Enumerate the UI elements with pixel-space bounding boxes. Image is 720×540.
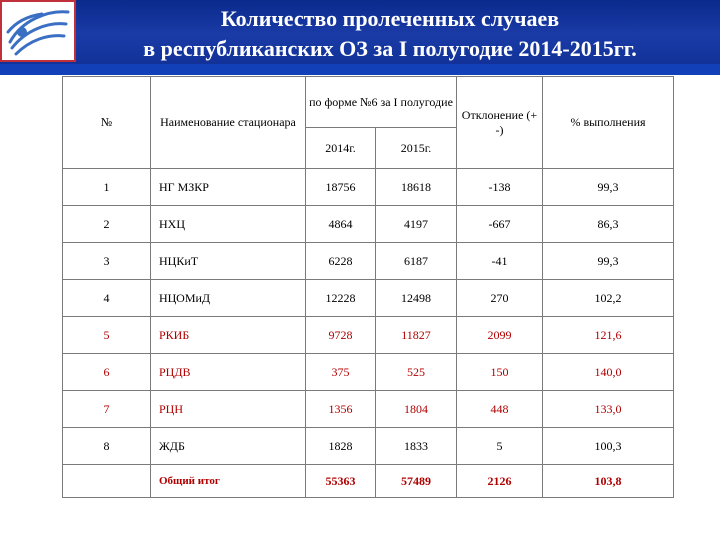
row-2015: 12498: [376, 280, 457, 317]
header-row: [63, 77, 674, 128]
row-deviation: 2099: [457, 317, 543, 354]
row-percent: 102,2: [543, 280, 674, 317]
row-num: 3: [63, 243, 151, 280]
row-deviation: 270: [457, 280, 543, 317]
total-deviation: 2126: [457, 465, 543, 498]
row-2015: 525: [376, 354, 457, 391]
row-name: НЦОМиД: [151, 280, 306, 317]
row-2015: 6187: [376, 243, 457, 280]
total-2015: 57489: [376, 465, 457, 498]
row-num: 5: [63, 317, 151, 354]
table-row: [63, 206, 674, 243]
row-2015: 4197: [376, 206, 457, 243]
row-deviation: 150: [457, 354, 543, 391]
row-percent: 100,3: [543, 428, 674, 465]
row-2015: 1804: [376, 391, 457, 428]
row-2014: 18756: [306, 169, 376, 206]
header-num: №: [63, 77, 151, 169]
row-name: РЦДВ: [151, 354, 306, 391]
row-2015: 11827: [376, 317, 457, 354]
row-2014: 6228: [306, 243, 376, 280]
table-row: [63, 317, 674, 354]
header-percent: % выполнения: [543, 77, 674, 169]
slide-title: [80, 4, 700, 64]
header-2014: 2014г.: [306, 128, 376, 169]
row-num: 4: [63, 280, 151, 317]
row-percent: 133,0: [543, 391, 674, 428]
row-name: НГ МЗКР: [151, 169, 306, 206]
row-2014: 1828: [306, 428, 376, 465]
row-deviation: 448: [457, 391, 543, 428]
row-name: РКИБ: [151, 317, 306, 354]
row-num: 7: [63, 391, 151, 428]
row-2014: 375: [306, 354, 376, 391]
row-num: 8: [63, 428, 151, 465]
row-name: ЖДБ: [151, 428, 306, 465]
row-2014: 9728: [306, 317, 376, 354]
logo: [0, 0, 76, 62]
row-deviation: -138: [457, 169, 543, 206]
total-row: [63, 465, 674, 498]
row-deviation: -41: [457, 243, 543, 280]
total-num: [63, 465, 151, 498]
row-2015: 18618: [376, 169, 457, 206]
table-row: [63, 354, 674, 391]
row-percent: 140,0: [543, 354, 674, 391]
row-2014: 1356: [306, 391, 376, 428]
title-line-1: Количество пролеченных случаев: [220, 6, 560, 31]
header-name: Наименование стационара: [151, 77, 306, 169]
table-row: [63, 243, 674, 280]
total-2014: 55363: [306, 465, 376, 498]
row-name: РЦН: [151, 391, 306, 428]
header-2015: 2015г.: [376, 128, 457, 169]
title-banner-edge: [0, 64, 720, 75]
row-percent: 86,3: [543, 206, 674, 243]
row-num: 1: [63, 169, 151, 206]
table-row: [63, 280, 674, 317]
table-row: [63, 391, 674, 428]
row-num: 2: [63, 206, 151, 243]
row-2014: 12228: [306, 280, 376, 317]
table-row: [63, 169, 674, 206]
row-percent: 99,3: [543, 243, 674, 280]
row-name: НХЦ: [151, 206, 306, 243]
total-percent: 103,8: [543, 465, 674, 498]
row-deviation: -667: [457, 206, 543, 243]
bird-wings-emblem-icon: [2, 2, 74, 60]
header-deviation: Отклонение (+ -): [457, 77, 543, 169]
row-name: НЦКиТ: [151, 243, 306, 280]
row-percent: 121,6: [543, 317, 674, 354]
header-form: по форме №6 за I полугодие: [306, 77, 457, 128]
row-num: 6: [63, 354, 151, 391]
total-label: Общий итог: [151, 465, 306, 498]
row-percent: 99,3: [543, 169, 674, 206]
title-line-2: в республиканских ОЗ за I полугодие 2014-2015гг.: [143, 36, 637, 61]
row-2015: 1833: [376, 428, 457, 465]
row-2014: 4864: [306, 206, 376, 243]
row-deviation: 5: [457, 428, 543, 465]
treated-cases-table: [62, 76, 674, 498]
table-row: [63, 428, 674, 465]
